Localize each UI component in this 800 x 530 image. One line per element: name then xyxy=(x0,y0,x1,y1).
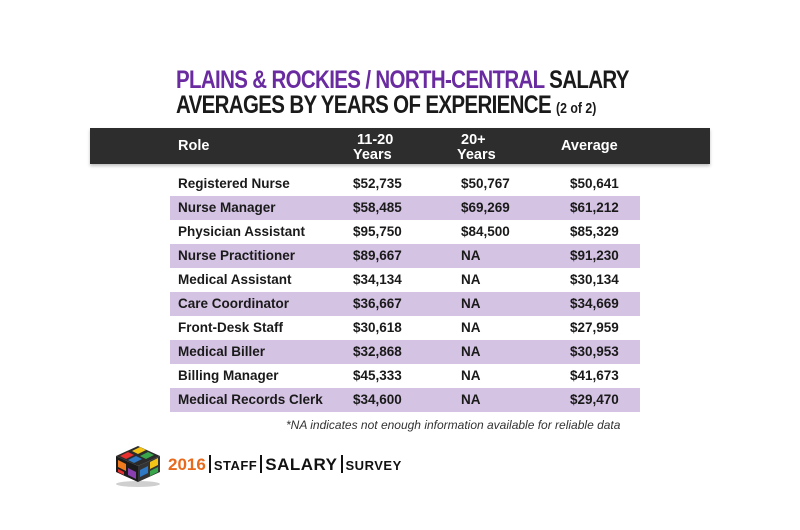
header-role: Role xyxy=(178,138,210,154)
header-11-20-years xyxy=(353,133,393,163)
cell-20-plus: NA xyxy=(461,296,481,311)
table-row xyxy=(170,172,640,196)
title-region: PLAINS & ROCKIES / NORTH-CENTRAL xyxy=(176,66,545,94)
brand-divider xyxy=(209,455,211,473)
cell-average: $30,953 xyxy=(570,344,619,359)
cell-11-20: $58,485 xyxy=(353,200,402,215)
brand-divider xyxy=(341,455,343,473)
cell-role: Front-Desk Staff xyxy=(178,320,284,335)
cell-average: $91,230 xyxy=(570,248,619,263)
multicolor-cube-logo-icon xyxy=(112,442,164,488)
cell-role: Medical Biller xyxy=(178,344,266,359)
cell-20-plus: NA xyxy=(461,368,481,383)
title-subtitle: AVERAGES BY YEARS OF EXPERIENCE xyxy=(176,91,551,119)
cell-average: $85,329 xyxy=(570,224,619,239)
cell-11-20: $30,618 xyxy=(353,320,402,335)
table-row xyxy=(170,220,640,244)
cell-role: Physician Assistant xyxy=(178,224,306,239)
cell-11-20: $36,667 xyxy=(353,296,402,311)
header-11-20-line2: Years xyxy=(353,147,392,163)
table-row xyxy=(170,268,640,292)
cell-20-plus: NA xyxy=(461,344,481,359)
survey-brand xyxy=(168,455,402,475)
table-row xyxy=(170,388,640,412)
table-row xyxy=(170,364,640,388)
brand-year: 2016 xyxy=(168,455,206,474)
cell-11-20: $34,134 xyxy=(353,272,402,287)
table-body xyxy=(170,172,640,412)
cell-20-plus: $50,767 xyxy=(461,176,510,191)
table-row xyxy=(170,340,640,364)
title-salary: SALARY xyxy=(544,66,629,94)
cell-average: $50,641 xyxy=(570,176,619,191)
cell-role: Medical Records Clerk xyxy=(178,392,323,407)
cell-role: Billing Manager xyxy=(178,368,279,383)
cell-11-20: $52,735 xyxy=(353,176,402,191)
table-header xyxy=(90,128,710,164)
table-row xyxy=(170,316,640,340)
cell-role: Registered Nurse xyxy=(178,176,290,191)
cell-role: Care Coordinator xyxy=(178,296,290,311)
cell-average: $34,669 xyxy=(570,296,619,311)
cell-11-20: $32,868 xyxy=(353,344,402,359)
cell-role: Nurse Practitioner xyxy=(178,248,296,263)
header-20-plus-line2: Years xyxy=(457,147,496,163)
cell-role: Medical Assistant xyxy=(178,272,292,287)
cell-20-plus: $84,500 xyxy=(461,224,510,239)
page-indicator: (2 of 2) xyxy=(556,100,597,117)
header-average: Average xyxy=(561,138,618,154)
table-row xyxy=(170,244,640,268)
table-row xyxy=(170,292,640,316)
title-line-1 xyxy=(176,68,629,93)
footnote: *NA indicates not enough information available for reliable data xyxy=(286,418,621,432)
brand-staff: STAFF xyxy=(213,458,258,473)
cell-average: $30,134 xyxy=(570,272,619,287)
cell-20-plus: NA xyxy=(461,320,481,335)
header-20-plus-years xyxy=(457,133,496,163)
table-row xyxy=(170,196,640,220)
cell-20-plus: NA xyxy=(461,248,481,263)
cell-20-plus: NA xyxy=(461,392,481,407)
cell-average: $41,673 xyxy=(570,368,619,383)
header-11-20-line1: 11-20 xyxy=(357,132,394,148)
cell-20-plus: $69,269 xyxy=(461,200,510,215)
cell-11-20: $34,600 xyxy=(353,392,402,407)
cell-role: Nurse Manager xyxy=(178,200,276,215)
title-line-2 xyxy=(176,93,629,121)
header-20-plus-line1: 20+ xyxy=(461,132,486,148)
cell-average: $61,212 xyxy=(570,200,619,215)
brand-divider xyxy=(260,455,262,473)
cell-11-20: $89,667 xyxy=(353,248,402,263)
cell-11-20: $95,750 xyxy=(353,224,402,239)
cell-20-plus: NA xyxy=(461,272,481,287)
cell-average: $29,470 xyxy=(570,392,619,407)
brand-survey: SURVEY xyxy=(345,458,402,473)
page-title xyxy=(176,68,728,121)
brand-salary: SALARY xyxy=(265,455,338,474)
cell-average: $27,959 xyxy=(570,320,619,335)
cell-11-20: $45,333 xyxy=(353,368,402,383)
